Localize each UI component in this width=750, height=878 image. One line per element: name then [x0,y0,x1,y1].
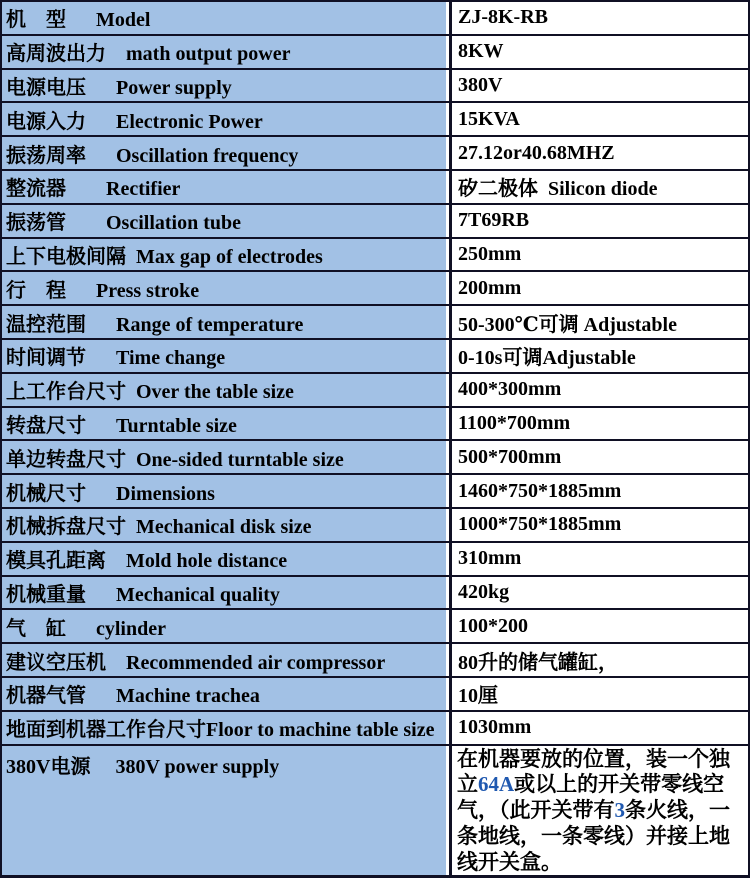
spec-value-press-stroke: 200mm [452,272,748,304]
table-row [2,137,748,171]
note-segment: 在机器要放的位置，装一个独立 [457,746,730,797]
spec-value-table-size: 400*300mm [452,374,748,406]
spec-label-air-compressor: 建议空压机 Recommended air compressor [2,644,452,676]
spec-value-temperature-range: 50-300℃可调 Adjustable [452,306,748,338]
spec-label-oscillation-frequency: 振荡周率 Oscillation frequency [2,137,452,169]
spec-label-turntable-size: 转盘尺寸 Turntable size [2,408,452,440]
spec-value-time-change: 0-10s可调Adjustable [452,340,748,372]
table-row [2,475,748,509]
spec-value-mechanical-disk-size: 1000*750*1885mm [452,509,748,541]
spec-value-electrode-gap: 250mm [452,239,748,271]
spec-value-turntable-size: 1100*700mm [452,408,748,440]
spec-note-380v-power [452,746,748,875]
spec-value-weight: 420kg [452,577,748,609]
table-row [2,408,748,442]
spec-label-dimensions: 机械尺寸 Dimensions [2,475,452,507]
table-row [2,205,748,239]
note-segment-highlight: 64A [478,772,515,797]
table-row [2,239,748,273]
table-row [2,644,748,678]
note-segment-highlight: 3 [614,798,625,823]
spec-label-model: 机 型 Model [2,2,452,34]
spec-label-power-supply: 电源电压 Power supply [2,70,452,102]
note-segment: 或以上的开关带零线空气，（此开关带有 [457,772,725,823]
spec-value-electronic-power: 15KVA [452,103,748,135]
spec-label-cylinder: 气 缸 cylinder [2,610,452,642]
table-row [2,577,748,611]
spec-label-temperature-range: 温控范围 Range of temperature [2,306,452,338]
note-segment: 条火线，一条地线，一条零线）并接上地线开关盒。 [457,798,730,874]
spec-value-model: ZJ-8K-RB [452,2,748,34]
table-row [2,70,748,104]
table-row-power-note [2,746,748,875]
spec-label-onesided-turntable-size: 单边转盘尺寸 One-sided turntable size [2,441,452,473]
spec-label-oscillation-tube: 振荡管 Oscillation tube [2,205,452,237]
table-row [2,374,748,408]
spec-value-oscillation-tube: 7T69RB [452,205,748,237]
spec-label-machine-trachea: 机器气管 Machine trachea [2,678,452,710]
table-row [2,2,748,36]
spec-label-mold-hole-distance: 模具孔距离 Mold hole distance [2,543,452,575]
table-row [2,543,748,577]
spec-value-oscillation-frequency: 27.12or40.68MHZ [452,137,748,169]
spec-label-electrode-gap: 上下电极间隔 Max gap of electrodes [2,239,452,271]
spec-label-rectifier: 整流器 Rectifier [2,171,452,203]
spec-value-rectifier: 矽二极体 Silicon diode [452,171,748,203]
spec-label-time-change: 时间调节 Time change [2,340,452,372]
spec-value-mold-hole-distance: 310mm [452,543,748,575]
spec-value-machine-trachea: 10厘 [452,678,748,710]
spec-value-power-supply: 380V [452,70,748,102]
table-row [2,306,748,340]
table-row [2,441,748,475]
spec-value-output-power: 8KW [452,36,748,68]
table-row [2,712,748,746]
spec-value-floor-to-table: 1030mm [452,712,748,744]
spec-value-dimensions: 1460*750*1885mm [452,475,748,507]
table-row [2,509,748,543]
spec-value-air-compressor: 80升的储气罐缸， [452,644,748,676]
table-row [2,272,748,306]
spec-label-weight: 机械重量 Mechanical quality [2,577,452,609]
spec-value-cylinder: 100*200 [452,610,748,642]
spec-label-output-power: 高周波出力 math output power [2,36,452,68]
table-row [2,678,748,712]
table-row [2,610,748,644]
table-row [2,340,748,374]
spec-label-press-stroke: 行 程 Press stroke [2,272,452,304]
spec-label-electronic-power: 电源入力 Electronic Power [2,103,452,135]
spec-label-table-size: 上工作台尺寸 Over the table size [2,374,452,406]
spec-value-onesided-turntable-size: 500*700mm [452,441,748,473]
spec-label-380v-power: 380V电源 380V power supply [2,746,452,875]
table-row [2,171,748,205]
table-row [2,36,748,70]
spec-label-floor-to-table: 地面到机器工作台尺寸Floor to machine table size [2,712,452,744]
spec-label-mechanical-disk-size: 机械拆盘尺寸 Mechanical disk size [2,509,452,541]
table-row [2,103,748,137]
